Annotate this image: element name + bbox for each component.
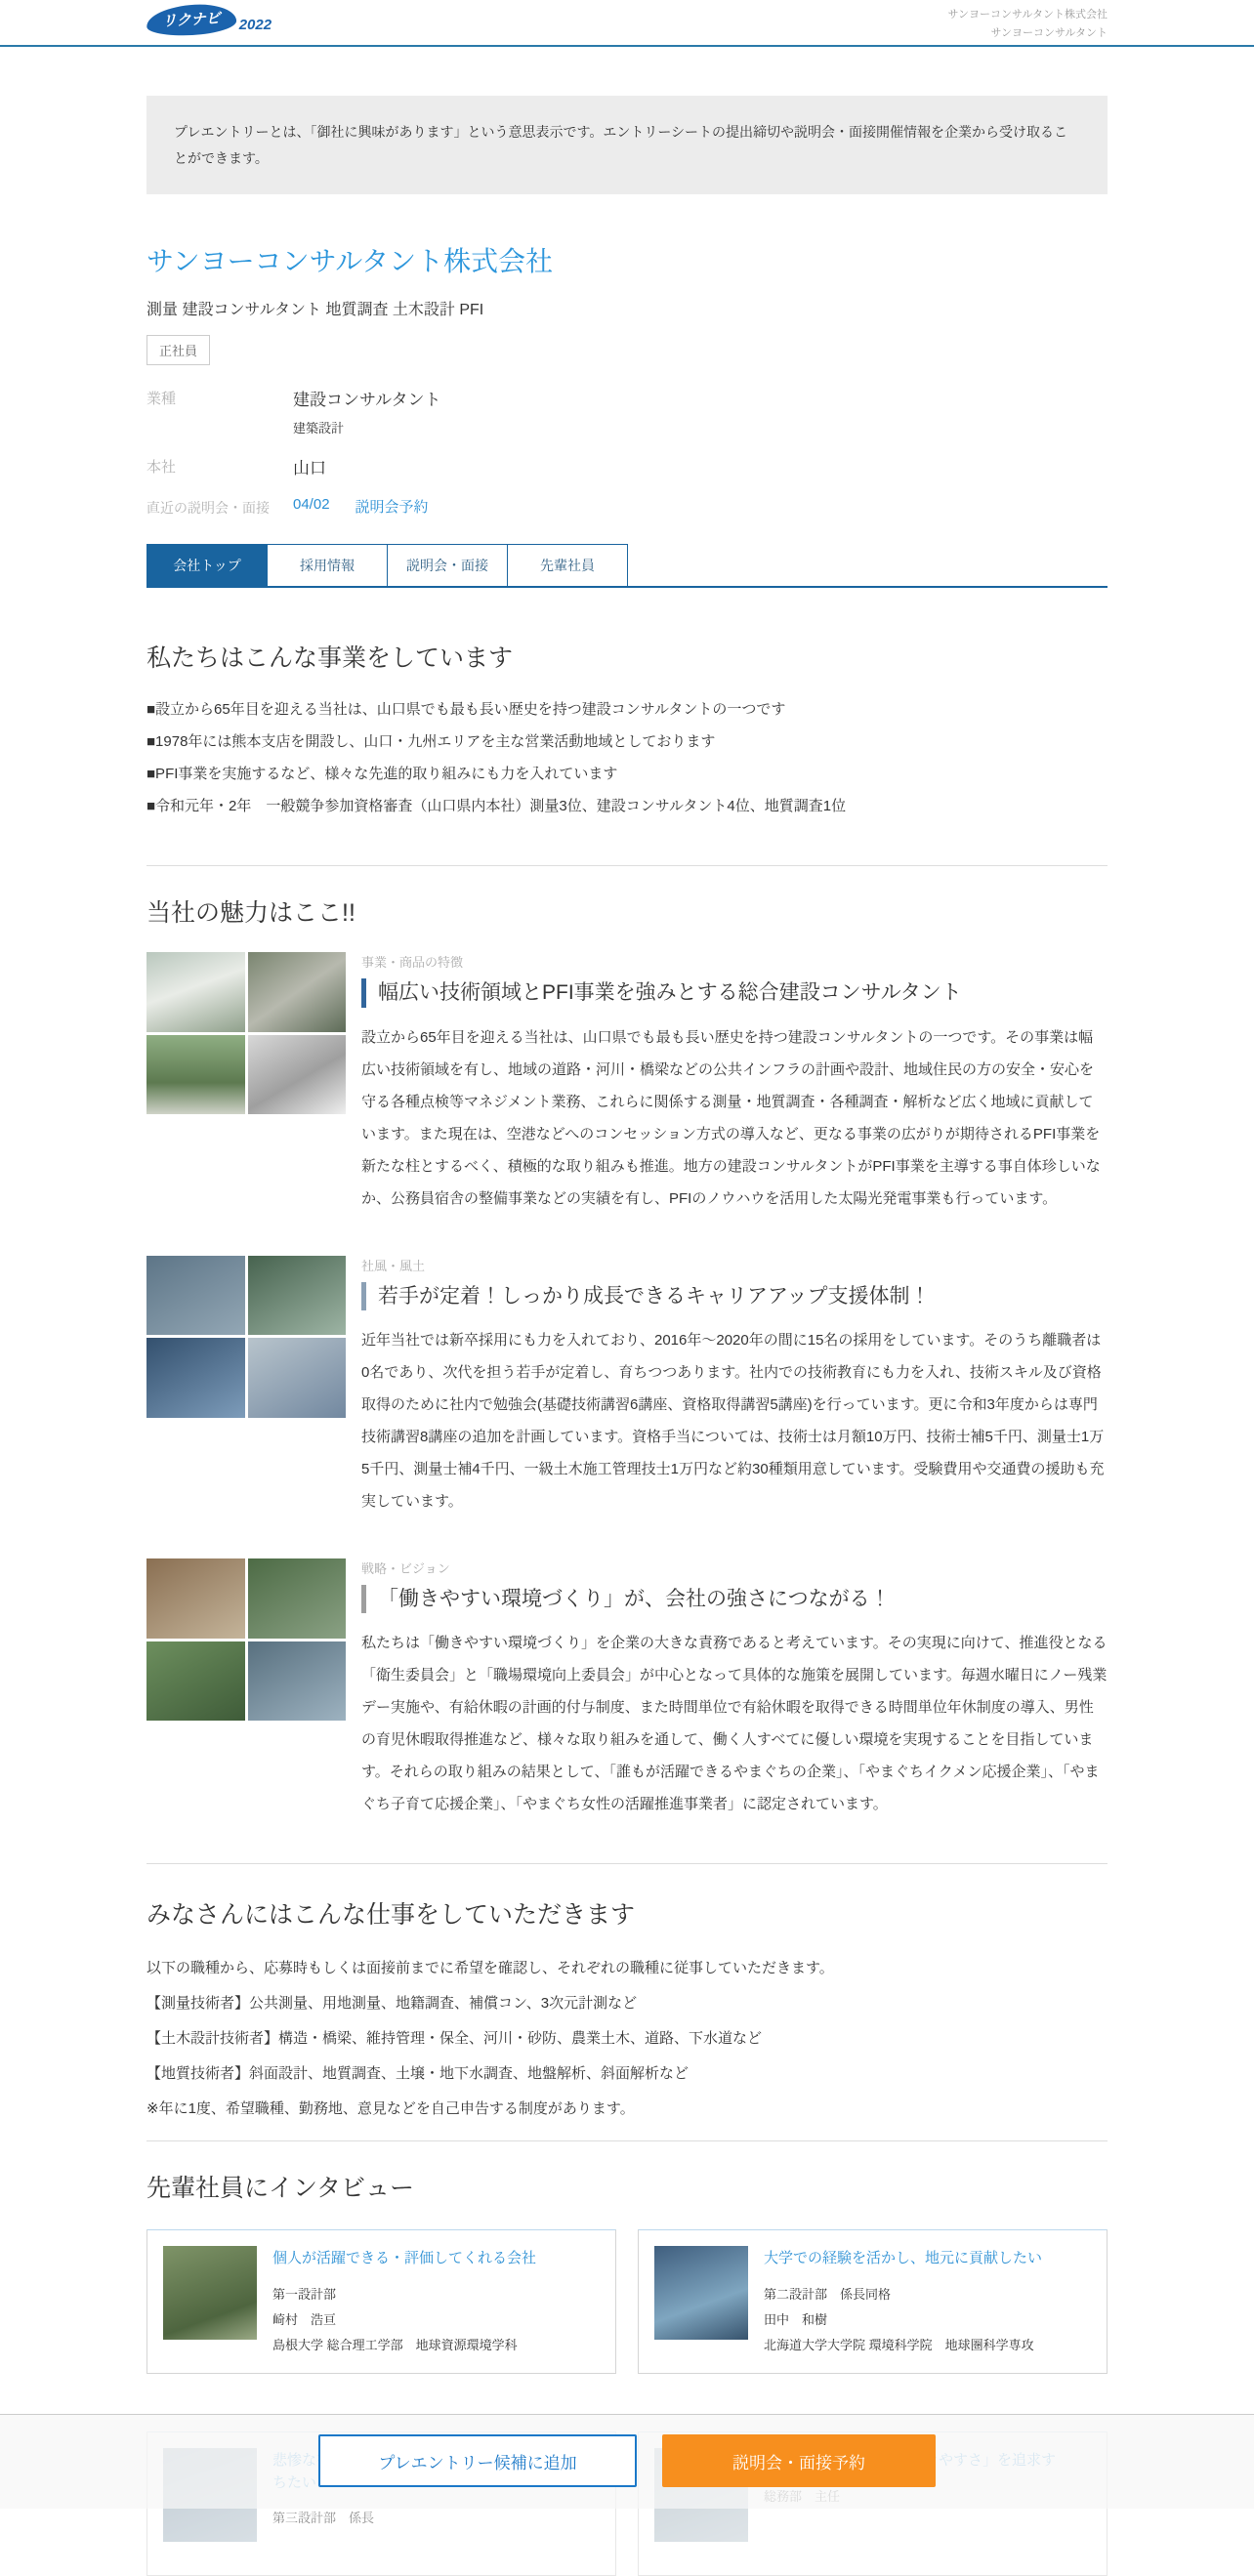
appeal-block-vision: [146, 1558, 1108, 1820]
section-heading-business: 私たちはこんな事業をしています: [146, 644, 514, 672]
header-company-name: サンヨーコンサルタント株式会社: [947, 9, 1108, 21]
photo-office-work: [146, 1256, 245, 1336]
company-photo-collage: [146, 1256, 346, 1418]
photo-employee-writing: [248, 1256, 347, 1336]
page-title-company-name: サンヨーコンサルタント株式会社: [146, 246, 554, 277]
interview-title-link[interactable]: 大学での経験を活かし、地元に貢献したい: [764, 2250, 1043, 2267]
tab-senior-employees[interactable]: 先輩社員: [507, 544, 628, 586]
tab-recruit-info[interactable]: 採用情報: [267, 544, 388, 586]
section-heading-interview: 先輩社員にインタビュー: [146, 2175, 415, 2203]
profile-label: 直近の説明会・面接: [146, 499, 270, 516]
interview-cards-row: [146, 2229, 1108, 2374]
interview-name: 田中 和樹: [764, 2311, 828, 2327]
appeal-category-label: 社風・風土: [361, 1258, 426, 1273]
sticky-cta-bar: [0, 2414, 1254, 2509]
preentry-notice: プレエントリーとは、「御社に興味があります」という意思表示です。エントリーシートの提出締切や説明会・面接開催情報を企業から受け取ることができます。: [146, 96, 1108, 194]
photo-old-building: [248, 1035, 347, 1115]
profile-label: 本社: [146, 458, 177, 476]
section-divider: [146, 1863, 1108, 1864]
appeal-block-title: 若手が定着！しっかり成長できるキャリアアップ支援体制！: [361, 1282, 1108, 1310]
profile-row-headquarters: [146, 445, 1108, 487]
site-header: [0, 0, 1254, 47]
photo-hillside-road: [146, 1035, 245, 1115]
header-company-short-name: サンヨーコンサルタント: [990, 27, 1108, 40]
interview-school: 島根大学 総合理工学部 地球資源環境学科: [272, 2337, 518, 2352]
seminar-date-link[interactable]: 04/02: [293, 495, 330, 513]
jobs-line: 【地質技術者】斜面設計、地質調査、土壌・地下水調査、地盤解析、斜面解析など: [146, 2065, 690, 2083]
business-bullet: ■令和元年・2年 一般競争参加資格審査（山口県内本社）測量3位、建設コンサルタント4位、地質調査1位: [146, 798, 847, 815]
jobs-line: 【測量技術者】公共測量、用地測量、地籍調査、補償コン、3次元計測など: [146, 1995, 638, 2013]
employee-photo: [654, 2246, 748, 2340]
section-heading-jobs: みなさんにはこんな仕事をしていただきます: [146, 1901, 636, 1930]
section-heading-appeal: 当社の魅力はここ!!: [146, 899, 355, 928]
appeal-block-culture: [146, 1256, 1108, 1517]
company-profile-table: [146, 377, 1108, 526]
appeal-block-body: 近年当社では新卒採用にも力を入れており、2016年～2020年の間に15名の採用をしています。そのうち離職者は0名であり、次代を担う若手が定着し、育ちつつあります。社内での技術教育にも力を入れ、技術スキル及び資格取得のために社内で勉強会(基礎技術講習6講座、資格取得講習5講座)を行っています。更に令和3年度からは専門技術講習8講座の追加を計画しています。資格手当については、技術士は月額10万円、技術士補5千円、測量士1万5千円、測量士補4千円、一級土木施工管理技士1万円など約30種類用意しています。受験費用や交通費の援助も充実しています。: [361, 1332, 1105, 1511]
interview-school: 北海道大学大学院 環境科学院 地球圏科学専攻: [764, 2337, 1034, 2352]
business-bullet: ■設立から65年目を迎える当社は、山口県でも最も長い歴史を持つ建設コンサルタントの一つです: [146, 701, 786, 719]
photo-solar-roof: [248, 1641, 347, 1722]
appeal-category-label: 戦略・ビジョン: [361, 1561, 450, 1577]
appeal-block-business-features: [146, 952, 1108, 1214]
jobs-line: ※年に1度、希望職種、勤務地、意見などを自己申告する制度があります。: [146, 2100, 635, 2118]
profile-label: 業種: [146, 390, 177, 407]
interview-dept: 第二設計部 係長同格: [764, 2286, 892, 2302]
employee-photo: [163, 2246, 257, 2340]
business-bullet: ■1978年には熊本支店を開設し、山口・九州エリアを主な営業活動地域としております: [146, 733, 716, 751]
section-divider: [146, 865, 1108, 866]
jobs-line: 【土木設計技術者】構造・橋梁、維持管理・保全、河川・砂防、農業土木、道路、下水道など: [146, 2030, 763, 2048]
company-page-tabbar: [146, 544, 1108, 588]
photo-survey-site: [248, 952, 347, 1032]
company-photo-collage: [146, 1558, 346, 1721]
profile-value-headquarters: 山口: [293, 458, 326, 478]
profile-value-industry-sub: 建築設計: [293, 420, 345, 436]
seminar-reserve-link[interactable]: 説明会予約: [355, 498, 429, 516]
jobs-line: 以下の職種から、応募時もしくは面接前までに希望を確認し、それぞれの職種に従事していただきます。: [146, 1960, 834, 1977]
profile-row-upcoming-seminar: [146, 487, 1108, 526]
tab-seminar-interview[interactable]: 説明会・面接: [387, 544, 508, 586]
appeal-block-title: 幅広い技術領域とPFI事業を強みとする総合建設コンサルタント: [361, 978, 1108, 1007]
interview-card[interactable]: [146, 2229, 616, 2374]
seminar-reserve-button[interactable]: 説明会・面接予約: [662, 2434, 936, 2487]
preentry-add-button[interactable]: プレエントリー候補に追加: [318, 2434, 637, 2487]
company-photo-collage: [146, 952, 346, 1114]
interview-dept: 第一設計部: [272, 2286, 337, 2302]
interview-name: 崎村 浩亘: [272, 2311, 337, 2327]
appeal-block-body: 設立から65年目を迎える当社は、山口県でも最も長い歴史を持つ建設コンサルタントの一つです。その事業は幅広い技術領域を有し、地域の道路・河川・橋梁などの公共インフラの計画や設計、地域住民の方の安全・安心を守る各種点検等マネジメント業務、これらに関係する測量・地質調査・各種調査・解析など広く地域に貢献しています。また現在は、空港などへのコンセッション方式の導入など、更なる事業の広がりが期待されるPFI事業を新たな柱とするべく、積極的な取り組みも推進。地方の建設コンサルタントがPFI事業を主導する事自体珍しいなか、公務員宿舎の整備事業などの実績を有し、PFIのノウハウを活用した太陽光発電事業も行っています。: [361, 1028, 1101, 1207]
rikunabi-logo[interactable]: [146, 5, 272, 35]
interview-card[interactable]: [638, 2229, 1108, 2374]
header-company-info: [948, 6, 1108, 44]
photo-group-outdoor: [248, 1558, 347, 1639]
interview-title-link[interactable]: 個人が活躍できる・評価してくれる会社: [272, 2250, 537, 2267]
photo-group-grass: [146, 1641, 245, 1722]
profile-value-industry: 建設コンサルタント: [293, 390, 441, 409]
appeal-block-body: 私たちは「働きやすい環境づくり」を企業の大きな責務であると考えています。その実現に向けて、推進役となる「衛生委員会」と「職場環境向上委員会」が中心となって具体的な施策を展開しています。毎週水曜日にノー残業デー実施や、有給休暇の計画的付与制度、また時間単位で有給休暇を取得できる時間単位年休制度の導入、男性の育児休暇取得推進など、様々な取り組みを通して、働く人すべてに優しい環境を実現することを目指しています。それらの取り組みの結果として、「誰もが活躍できるやまぐちの企業」、「やまぐちイクメン応援企業」、「やまぐち子育て応援企業」、「やまぐち女性の活躍推進事業者」に認定されています。: [361, 1635, 1108, 1813]
appeal-block-title: 「働きやすい環境づくり」が、会社の強さにつながる！: [361, 1585, 1108, 1613]
business-bullet: ■PFI事業を実施するなど、様々な先進的取り組みにも力を入れています: [146, 766, 618, 783]
company-industry-tags: 測量 建設コンサルタント 地質調査 土木設計 PFI: [146, 301, 484, 318]
section-divider: [146, 2140, 1108, 2141]
appeal-category-label: 事業・商品の特徴: [361, 955, 464, 971]
logo-year-label: 2022: [238, 17, 272, 33]
photo-training-room: [248, 1338, 347, 1418]
photo-break-room: [146, 1558, 245, 1639]
photo-office-building: [146, 952, 245, 1032]
jobs-description: [146, 1951, 1108, 2127]
profile-row-industry: [146, 377, 1108, 445]
interview-dept: 第三設計部 係長: [272, 2511, 375, 2525]
tab-company-top[interactable]: 会社トップ: [146, 544, 268, 586]
employment-type-badge: 正社員: [146, 335, 210, 365]
photo-employee-desk: [146, 1338, 245, 1418]
rikunabi-logo-icon: リクナビ: [146, 3, 236, 38]
business-bullet-list: [146, 693, 1108, 822]
